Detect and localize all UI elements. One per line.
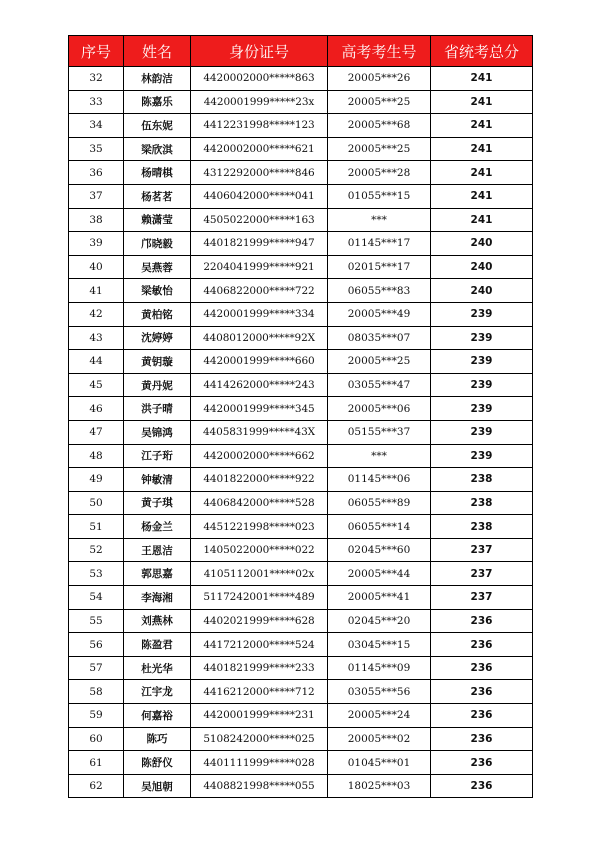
score-cell: 241 <box>431 67 533 91</box>
score-cell: 239 <box>431 444 533 468</box>
id-number-cell: 4505022000*****163 <box>191 208 328 232</box>
exam-number-cell: 20005***41 <box>328 586 431 610</box>
table-row <box>69 373 533 397</box>
score-cell: 236 <box>431 680 533 704</box>
id-number-cell: 4405831999*****43X <box>191 420 328 444</box>
id-number-cell: 4420001999*****231 <box>191 704 328 728</box>
table-row <box>69 90 533 114</box>
table-row <box>69 208 533 232</box>
name-cell: 吴旭朝 <box>124 774 191 798</box>
exam-number-cell: *** <box>328 208 431 232</box>
table-row <box>69 302 533 326</box>
name-cell: 沈婷婷 <box>124 326 191 350</box>
seq-cell: 47 <box>69 420 124 444</box>
score-cell: 239 <box>431 420 533 444</box>
exam-number-cell: 01045***01 <box>328 751 431 775</box>
exam-number-cell: 02015***17 <box>328 255 431 279</box>
id-number-cell: 4420001999*****660 <box>191 350 328 374</box>
seq-cell: 35 <box>69 137 124 161</box>
seq-cell: 41 <box>69 279 124 303</box>
table-row <box>69 538 533 562</box>
score-cell: 236 <box>431 633 533 657</box>
score-cell: 236 <box>431 774 533 798</box>
seq-cell: 49 <box>69 468 124 492</box>
score-cell: 240 <box>431 255 533 279</box>
name-cell: 杨金兰 <box>124 515 191 539</box>
exam-number-cell: 20005***25 <box>328 90 431 114</box>
exam-number-cell: 20005***24 <box>328 704 431 728</box>
seq-cell: 40 <box>69 255 124 279</box>
header-seq: 序号 <box>69 36 124 67</box>
name-cell: 何嘉裕 <box>124 704 191 728</box>
score-cell: 239 <box>431 350 533 374</box>
id-number-cell: 4401111999*****028 <box>191 751 328 775</box>
score-cell: 236 <box>431 704 533 728</box>
table-row <box>69 515 533 539</box>
score-cell: 236 <box>431 727 533 751</box>
score-cell: 238 <box>431 491 533 515</box>
score-cell: 241 <box>431 137 533 161</box>
id-number-cell: 4420002000*****662 <box>191 444 328 468</box>
name-cell: 李海湘 <box>124 586 191 610</box>
table-row <box>69 727 533 751</box>
table-row <box>69 774 533 798</box>
header-exam-number: 高考考生号 <box>328 36 431 67</box>
id-number-cell: 1405022000*****022 <box>191 538 328 562</box>
table-row <box>69 184 533 208</box>
score-cell: 240 <box>431 232 533 256</box>
exam-number-cell: 03055***56 <box>328 680 431 704</box>
exam-number-cell: 20005***25 <box>328 137 431 161</box>
exam-number-cell: 06055***14 <box>328 515 431 539</box>
name-cell: 洪子晴 <box>124 397 191 421</box>
seq-cell: 34 <box>69 114 124 138</box>
exam-number-cell: 02045***20 <box>328 609 431 633</box>
name-cell: 陈嘉乐 <box>124 90 191 114</box>
score-cell: 236 <box>431 609 533 633</box>
id-number-cell: 4406842000*****528 <box>191 491 328 515</box>
name-cell: 杨晴棋 <box>124 161 191 185</box>
id-number-cell: 4420002000*****863 <box>191 67 328 91</box>
score-cell: 239 <box>431 302 533 326</box>
name-cell: 陈舒仪 <box>124 751 191 775</box>
seq-cell: 33 <box>69 90 124 114</box>
seq-cell: 50 <box>69 491 124 515</box>
id-number-cell: 4105112001*****02x <box>191 562 328 586</box>
table-body <box>69 67 533 798</box>
table-row <box>69 633 533 657</box>
table-row <box>69 114 533 138</box>
seq-cell: 52 <box>69 538 124 562</box>
exam-number-cell: 20005***06 <box>328 397 431 421</box>
seq-cell: 57 <box>69 656 124 680</box>
name-cell: 陈盈君 <box>124 633 191 657</box>
exam-number-cell: 03055***47 <box>328 373 431 397</box>
seq-cell: 54 <box>69 586 124 610</box>
id-number-cell: 4406822000*****722 <box>191 279 328 303</box>
score-cell: 237 <box>431 562 533 586</box>
name-cell: 林韵洁 <box>124 67 191 91</box>
id-number-cell: 4420002000*****621 <box>191 137 328 161</box>
seq-cell: 36 <box>69 161 124 185</box>
seq-cell: 38 <box>69 208 124 232</box>
table-row <box>69 751 533 775</box>
name-cell: 钟敏清 <box>124 468 191 492</box>
name-cell: 郭思嘉 <box>124 562 191 586</box>
id-number-cell: 4416212000*****712 <box>191 680 328 704</box>
seq-cell: 48 <box>69 444 124 468</box>
table-header <box>69 36 533 67</box>
name-cell: 王恩洁 <box>124 538 191 562</box>
seq-cell: 58 <box>69 680 124 704</box>
score-cell: 239 <box>431 397 533 421</box>
seq-cell: 53 <box>69 562 124 586</box>
id-number-cell: 4420001999*****345 <box>191 397 328 421</box>
table-row <box>69 67 533 91</box>
table-row <box>69 609 533 633</box>
exam-number-cell: 01145***09 <box>328 656 431 680</box>
name-cell: 陈巧 <box>124 727 191 751</box>
table-row <box>69 680 533 704</box>
seq-cell: 56 <box>69 633 124 657</box>
exam-number-cell: 20005***26 <box>328 67 431 91</box>
score-cell: 238 <box>431 515 533 539</box>
seq-cell: 61 <box>69 751 124 775</box>
seq-cell: 46 <box>69 397 124 421</box>
header-row <box>69 36 533 67</box>
id-number-cell: 4414262000*****243 <box>191 373 328 397</box>
score-cell: 237 <box>431 538 533 562</box>
score-cell: 241 <box>431 184 533 208</box>
score-cell: 239 <box>431 373 533 397</box>
header-id-number: 身份证号 <box>191 36 328 67</box>
table-row <box>69 656 533 680</box>
score-cell: 241 <box>431 208 533 232</box>
name-cell: 江子珩 <box>124 444 191 468</box>
seq-cell: 51 <box>69 515 124 539</box>
table-row <box>69 397 533 421</box>
exam-number-cell: 06055***83 <box>328 279 431 303</box>
id-number-cell: 2204041999*****921 <box>191 255 328 279</box>
id-number-cell: 4412231998*****123 <box>191 114 328 138</box>
name-cell: 江宇龙 <box>124 680 191 704</box>
table-row <box>69 137 533 161</box>
id-number-cell: 4401821999*****233 <box>191 656 328 680</box>
seq-cell: 39 <box>69 232 124 256</box>
seq-cell: 59 <box>69 704 124 728</box>
id-number-cell: 5117242001*****489 <box>191 586 328 610</box>
exam-number-cell: 20005***25 <box>328 350 431 374</box>
name-cell: 杜光华 <box>124 656 191 680</box>
seq-cell: 42 <box>69 302 124 326</box>
name-cell: 梁欣淇 <box>124 137 191 161</box>
exam-number-cell: 20005***44 <box>328 562 431 586</box>
seq-cell: 45 <box>69 373 124 397</box>
name-cell: 伍东妮 <box>124 114 191 138</box>
score-cell: 241 <box>431 114 533 138</box>
table-row <box>69 491 533 515</box>
id-number-cell: 4312292000*****846 <box>191 161 328 185</box>
score-cell: 236 <box>431 656 533 680</box>
seq-cell: 60 <box>69 727 124 751</box>
id-number-cell: 4408821998*****055 <box>191 774 328 798</box>
score-table <box>68 35 533 798</box>
id-number-cell: 4402021999*****628 <box>191 609 328 633</box>
id-number-cell: 4408012000*****92X <box>191 326 328 350</box>
name-cell: 黄子琪 <box>124 491 191 515</box>
name-cell: 黄柏铭 <box>124 302 191 326</box>
table-row <box>69 279 533 303</box>
seq-cell: 37 <box>69 184 124 208</box>
id-number-cell: 4420001999*****334 <box>191 302 328 326</box>
exam-number-cell: 01145***06 <box>328 468 431 492</box>
score-cell: 240 <box>431 279 533 303</box>
seq-cell: 43 <box>69 326 124 350</box>
table-row <box>69 255 533 279</box>
exam-number-cell: 20005***49 <box>328 302 431 326</box>
name-cell: 赖潇莹 <box>124 208 191 232</box>
score-cell: 241 <box>431 90 533 114</box>
exam-number-cell: 03045***15 <box>328 633 431 657</box>
table-row <box>69 444 533 468</box>
exam-number-cell: 02045***60 <box>328 538 431 562</box>
id-number-cell: 4420001999*****23x <box>191 90 328 114</box>
id-number-cell: 5108242000*****025 <box>191 727 328 751</box>
exam-number-cell: 20005***02 <box>328 727 431 751</box>
seq-cell: 55 <box>69 609 124 633</box>
name-cell: 黄丹妮 <box>124 373 191 397</box>
table-row <box>69 468 533 492</box>
name-cell: 刘燕林 <box>124 609 191 633</box>
table-row <box>69 586 533 610</box>
exam-number-cell: 06055***89 <box>328 491 431 515</box>
table-row <box>69 326 533 350</box>
score-cell: 237 <box>431 586 533 610</box>
score-cell: 241 <box>431 161 533 185</box>
table-row <box>69 420 533 444</box>
name-cell: 吴锦鸿 <box>124 420 191 444</box>
header-score: 省统考总分 <box>431 36 533 67</box>
id-number-cell: 4401822000*****922 <box>191 468 328 492</box>
table-row <box>69 161 533 185</box>
exam-number-cell: 08035***07 <box>328 326 431 350</box>
id-number-cell: 4451221998*****023 <box>191 515 328 539</box>
exam-number-cell: 20005***28 <box>328 161 431 185</box>
id-number-cell: 4401821999*****947 <box>191 232 328 256</box>
table-row <box>69 232 533 256</box>
name-cell: 梁敏怡 <box>124 279 191 303</box>
score-cell: 239 <box>431 326 533 350</box>
score-cell: 238 <box>431 468 533 492</box>
table-row <box>69 704 533 728</box>
id-number-cell: 4417212000*****524 <box>191 633 328 657</box>
score-cell: 236 <box>431 751 533 775</box>
name-cell: 吴燕蓉 <box>124 255 191 279</box>
exam-number-cell: 18025***03 <box>328 774 431 798</box>
name-cell: 杨茗茗 <box>124 184 191 208</box>
seq-cell: 44 <box>69 350 124 374</box>
exam-number-cell: 01145***17 <box>328 232 431 256</box>
name-cell: 黄钥璇 <box>124 350 191 374</box>
seq-cell: 62 <box>69 774 124 798</box>
name-cell: 邝晓毅 <box>124 232 191 256</box>
exam-number-cell: 05155***37 <box>328 420 431 444</box>
table-row <box>69 562 533 586</box>
exam-number-cell: 20005***68 <box>328 114 431 138</box>
header-name: 姓名 <box>124 36 191 67</box>
id-number-cell: 4406042000*****041 <box>191 184 328 208</box>
table-row <box>69 350 533 374</box>
exam-number-cell: *** <box>328 444 431 468</box>
exam-number-cell: 01055***15 <box>328 184 431 208</box>
seq-cell: 32 <box>69 67 124 91</box>
